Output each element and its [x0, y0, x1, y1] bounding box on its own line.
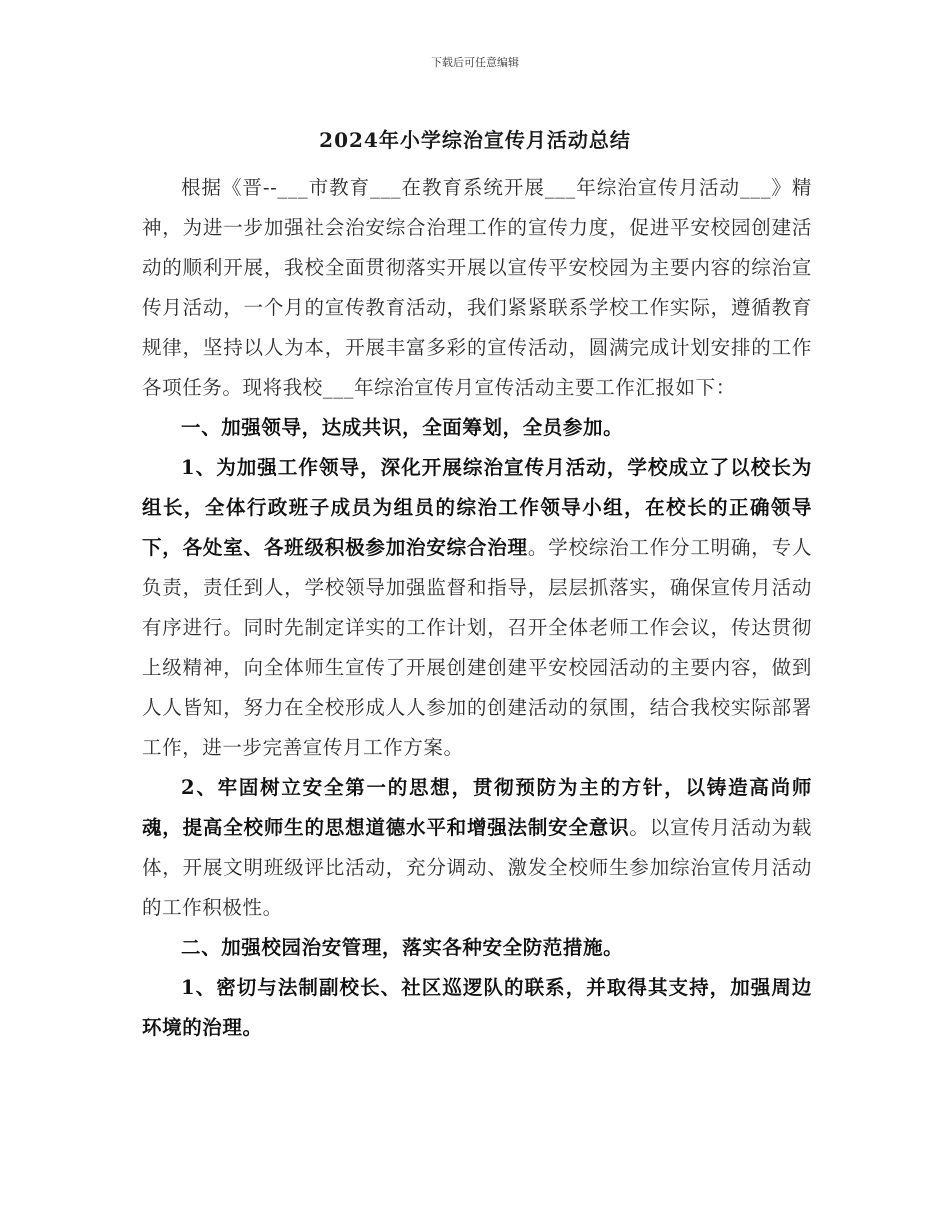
paragraph-3-bold: 1、密切与法制副校长、社区巡逻队的联系，并取得其支持，加强周边环境的治理。: [142, 976, 812, 1039]
header-note: 下载后可任意编辑: [431, 56, 519, 69]
paragraph-1-text: 。学校综治工作分工明确，专人负责，责任到人，学校领导加强监督和指导，层层抓落实，确保宣传月活动有序进行。同时先制定详实的工作计划，召开全体老师工作会议，传达贯彻上级精神，向全体师生宣传了开展创建创建平安校园活动的主要内容，做到人人皆知，努力在全校形成人人参加的创建活动的氛围，结合我校实际部署工作，进一步完善宣传月工作方案。: [142, 536, 812, 759]
paragraph-3: [142, 968, 812, 1048]
section-heading-1: 一、加强领导，达成共识，全面筹划，全员参加。: [181, 416, 624, 439]
paragraph-1-bold: 1、为加强工作领导，深化开展综治宣传月活动，学校成立了以校长为组长，全体行政班子成员为组员的综治工作领导小组，在校长的正确领导下，各处室、各班级积极参加治安综合治理: [142, 456, 812, 559]
paragraph-2-text: 。以宣传月活动为载体，开展文明班级评比活动，充分调动、激发全校师生参加综治宣传月活动的工作积极性。: [142, 816, 812, 919]
document-body: [142, 168, 812, 1048]
section-heading-2: 二、加强校园治安管理，落实各种安全防范措施。: [181, 936, 624, 959]
paragraph-1: [142, 448, 812, 768]
intro-paragraph: 根据《晋--___市教育___在教育系统开展___年综治宣传月活动___》精神，为进一步加强社会治安综合治理工作的宣传力度，促进平安校园创建活动的顺利开展，我校全面贯彻落实开展以宣传平安校园为主要内容的综治宣传月活动，一个月的宣传教育活动，我们紧紧联系学校工作实际，遵循教育规律，坚持以人为本，开展丰富多彩的宣传活动，圆满完成计划安排的工作各项任务。现将我校___年综治宣传月宣传活动主要工作汇报如下：: [142, 176, 812, 399]
document-title: 2024年小学综治宣传月活动总结: [319, 128, 631, 152]
paragraph-2-bold: 2、牢固树立安全第一的思想，贯彻预防为主的方针，以铸造高尚师魂，提高全校师生的思想道德水平和增强法制安全意识: [142, 776, 812, 839]
paragraph-2: [142, 768, 812, 928]
